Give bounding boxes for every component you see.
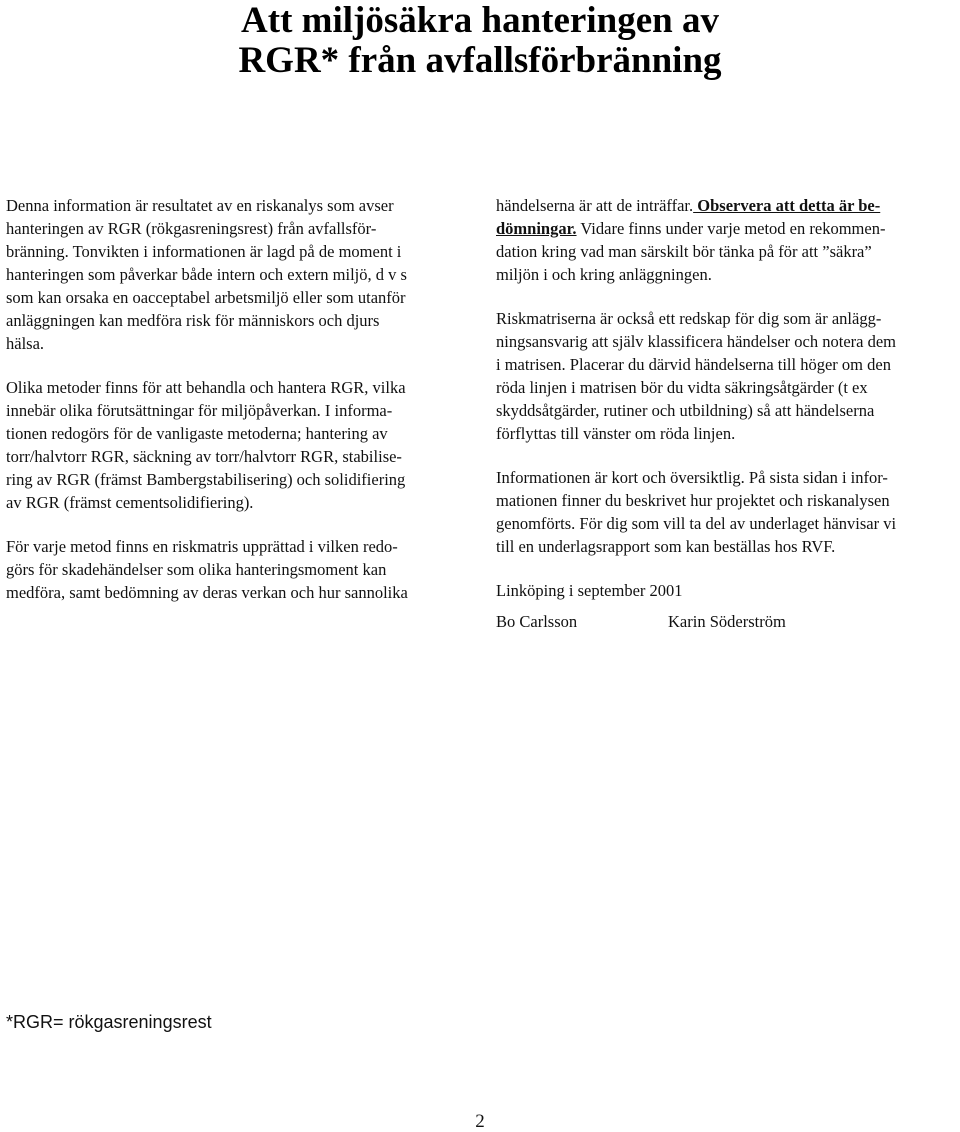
text-line: tionen redogörs för de vanligaste metoderna; hantering av bbox=[6, 424, 388, 443]
paragraph-classification bbox=[496, 307, 960, 445]
text-line: till en underlagsrapport som kan beställas hos RVF. bbox=[496, 537, 836, 556]
right-column bbox=[496, 194, 960, 623]
paragraph-methods bbox=[6, 376, 476, 514]
footnote: *RGR= rökgasreningsrest bbox=[6, 1012, 212, 1032]
text-line: av RGR (främst cementsolidifiering). bbox=[6, 493, 254, 512]
page-number: 2 bbox=[475, 1111, 485, 1132]
text-line: torr/halvtorr RGR, säckning av torr/halvtorr RGR, stabilise- bbox=[6, 447, 402, 466]
text-line: genomförts. För dig som vill ta del av underlaget hänvisar vi bbox=[496, 514, 897, 533]
title-line-2: RGR* från avfallsförbränning bbox=[238, 40, 722, 81]
text-line: bränning. Tonvikten i informationen är lagd på de moment i bbox=[6, 242, 402, 261]
text-line: i matrisen. Placerar du därvid händelserna till höger om den bbox=[496, 355, 891, 374]
text-line: ring av RGR (främst Bambergstabilisering) och solidifiering bbox=[6, 470, 406, 489]
text-line: hanteringen som påverkar både intern och extern miljö, d v s bbox=[6, 265, 407, 284]
text-line: Riskmatriserna är också ett redskap för dig som är anlägg- bbox=[496, 309, 882, 328]
plain-text: händelserna är att de inträffar. bbox=[496, 196, 694, 215]
emphasis-text: Observera att detta är be- bbox=[693, 196, 881, 215]
paragraph-riskmatrix bbox=[6, 535, 476, 604]
plain-text: Vidare finns under varje metod en rekommen- bbox=[576, 219, 886, 238]
text-line bbox=[496, 194, 960, 217]
text-line: mationen finner du beskrivet hur projektet och riskanalysen bbox=[496, 491, 890, 510]
text-line: miljön i och kring anläggningen. bbox=[496, 265, 712, 284]
paragraph-intro bbox=[6, 194, 476, 355]
emphasis-text: dömningar. bbox=[496, 219, 577, 238]
text-line: röda linjen i matrisen bör du vidta säkringsåtgärder (t ex bbox=[496, 378, 868, 397]
date-line: Linköping i september 2001 bbox=[496, 581, 683, 600]
signature-name-2: Karin Söderström bbox=[668, 612, 786, 631]
text-line: Olika metoder finns för att behandla och hantera RGR, vilka bbox=[6, 378, 406, 397]
text-line: dation kring vad man särskilt bör tänka på för att ”säkra” bbox=[496, 242, 872, 261]
text-line: innebär olika förutsättningar för miljöpåverkan. I informa- bbox=[6, 401, 393, 420]
left-column bbox=[6, 194, 476, 625]
text-line: Informationen är kort och översiktlig. På sista sidan i infor- bbox=[496, 468, 888, 487]
text-line: hälsa. bbox=[6, 334, 45, 353]
text-line: görs för skadehändelser som olika hanteringsmoment kan bbox=[6, 560, 387, 579]
text-line: ningsansvarig att själv klassificera händelser och notera dem bbox=[496, 332, 896, 351]
text-line: förflyttas till vänster om röda linjen. bbox=[496, 424, 736, 443]
text-line: anläggningen kan medföra risk för människors och djurs bbox=[6, 311, 380, 330]
signature-name-1: Bo Carlsson bbox=[496, 612, 578, 631]
text-line: hanteringen av RGR (rökgasreningsrest) från avfallsför- bbox=[6, 219, 377, 238]
paragraph-assessment bbox=[496, 194, 960, 286]
text-line: Denna information är resultatet av en riskanalys som avser bbox=[6, 196, 394, 215]
title-line-1: Att miljösäkra hanteringen av bbox=[241, 0, 719, 41]
paragraph-overview bbox=[496, 466, 960, 558]
text-line: skyddsåtgärder, rutiner och utbildning) så att händelserna bbox=[496, 401, 875, 420]
text-line: som kan orsaka en oacceptabel arbetsmiljö eller som utanför bbox=[6, 288, 406, 307]
text-line: medföra, samt bedömning av deras verkan och hur sannolika bbox=[6, 583, 408, 602]
paragraph-date bbox=[496, 579, 960, 602]
text-line bbox=[496, 217, 960, 240]
text-line: För varje metod finns en riskmatris upprättad i vilken redo- bbox=[6, 537, 398, 556]
